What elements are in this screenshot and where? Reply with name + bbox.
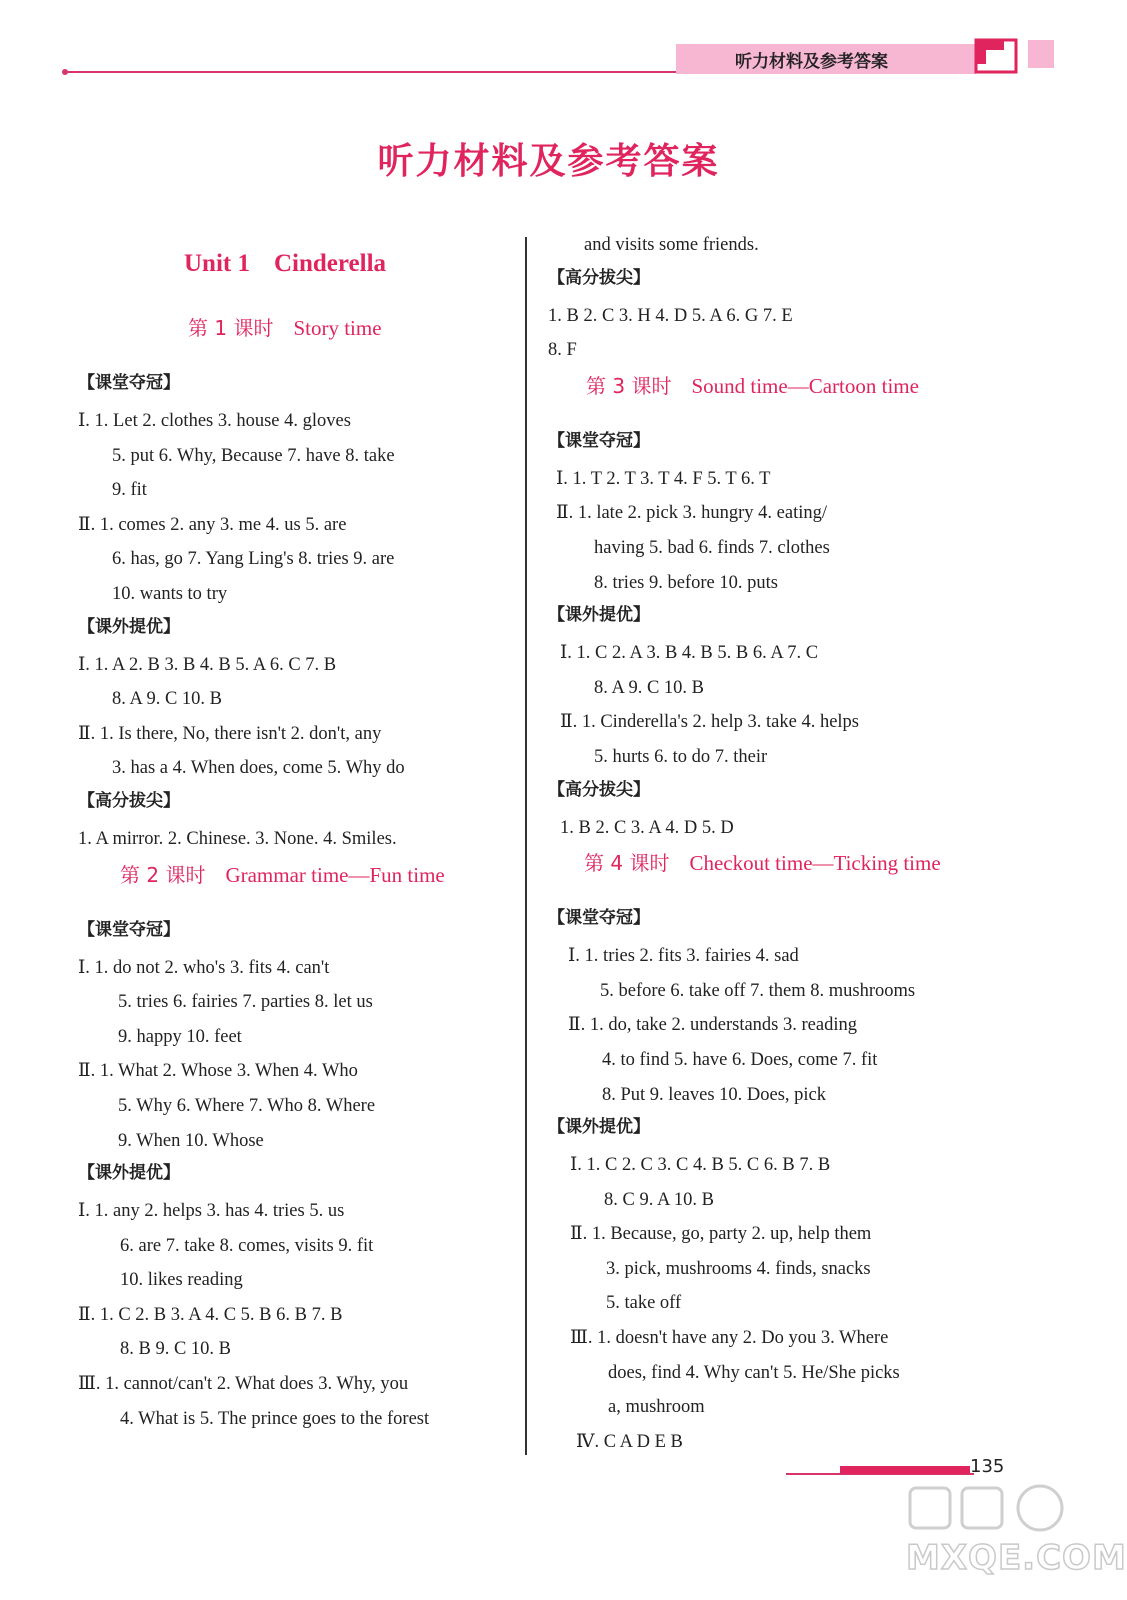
answer-line: Ⅳ. C A D E B — [576, 1431, 683, 1452]
section-heading: 【高分拔尖】 — [548, 267, 650, 288]
lesson-title: Grammar time—Fun time — [225, 862, 445, 887]
answer-line: 5. put 6. Why, Because 7. have 8. take — [112, 445, 395, 466]
answer-line: Ⅰ. 1. Let 2. clothes 3. house 4. gloves — [78, 411, 351, 431]
answer-line: Ⅰ. 1. do not 2. who's 3. fits 4. can't — [78, 957, 330, 978]
answer-line: 8. tries 9. before 10. puts — [594, 572, 778, 593]
lesson-title: Sound time—Cartoon time — [691, 373, 919, 398]
answer-line: Ⅱ. 1. Because, go, party 2. up, help them — [570, 1224, 872, 1245]
right-column — [548, 228, 1018, 1459]
lesson-number: 第 1 课时 — [188, 316, 274, 340]
lesson-heading — [78, 310, 528, 368]
answer-line: 10. wants to try — [112, 583, 228, 604]
header-title: 听力材料及参考答案 — [735, 52, 888, 72]
answer-line: 6. are 7. take 8. comes, visits 9. fit — [120, 1235, 374, 1256]
answer-line: Ⅰ. 1. C 2. C 3. C 4. B 5. C 6. B 7. B — [570, 1155, 831, 1176]
answer-line: having 5. bad 6. finds 7. clothes — [594, 537, 830, 558]
section-heading: 【课外提优】 — [548, 1117, 650, 1138]
answer-line: does, find 4. Why can't 5. He/She picks — [608, 1362, 900, 1383]
lesson-heading — [548, 845, 1018, 903]
answer-line: 1. B 2. C 3. A 4. D 5. D — [560, 817, 734, 838]
unit-name: Cinderella — [273, 250, 387, 277]
footer-bar — [840, 1466, 970, 1474]
answer-line: Ⅲ. 1. doesn't have any 2. Do you 3. Where — [570, 1328, 889, 1349]
lesson-title: Story time — [293, 316, 382, 340]
section-heading: 【课堂夺冠】 — [548, 430, 650, 451]
answer-line: 9. fit — [112, 480, 147, 501]
answer-line: 5. take off — [606, 1293, 682, 1314]
answer-line: 8. A 9. C 10. B — [112, 689, 222, 710]
answer-line: 4. What is 5. The prince goes to the forest — [120, 1408, 430, 1429]
header-side-tab — [1028, 40, 1054, 68]
answer-line: 3. pick, mushrooms 4. finds, snacks — [606, 1258, 871, 1279]
left-column — [78, 250, 528, 1436]
answer-line: Ⅰ. 1. A 2. B 3. B 4. B 5. A 6. C 7. B — [78, 654, 337, 675]
answer-line: 9. When 10. Whose — [118, 1130, 264, 1151]
answer-line: 1. B 2. C 3. H 4. D 5. A 6. G 7. E — [548, 305, 793, 326]
answer-line: 1. A mirror. 2. Chinese. 3. None. 4. Smiles. — [78, 828, 397, 849]
header-rule — [66, 71, 678, 73]
page-title: 听力材料及参考答案 — [377, 141, 720, 182]
lesson-number: 第 2 课时 — [120, 862, 206, 887]
section-heading: 【课堂夺冠】 — [78, 373, 180, 393]
answer-line: 8. Put 9. leaves 10. Does, pick — [602, 1084, 827, 1105]
lesson-heading — [548, 368, 1018, 426]
answer-line: Ⅰ. 1. tries 2. fits 3. fairies 4. sad — [568, 946, 799, 967]
answer-line: 5. tries 6. fairies 7. parties 8. let us — [118, 992, 373, 1013]
answer-line: Ⅱ. 1. What 2. Whose 3. When 4. Who — [78, 1061, 358, 1082]
unit-heading — [184, 250, 528, 310]
section-heading: 【课外提优】 — [78, 1163, 180, 1184]
section-heading: 【课堂夺冠】 — [78, 919, 180, 940]
section-heading: 【高分拔尖】 — [78, 790, 180, 811]
section-heading: 【课外提优】 — [78, 616, 180, 637]
watermark-text: MXQE.COM — [906, 1538, 1127, 1578]
answer-line: Ⅰ. 1. any 2. helps 3. has 4. tries 5. us — [78, 1201, 345, 1222]
section-heading: 【高分拔尖】 — [548, 779, 650, 800]
answer-line: 5. before 6. take off 7. them 8. mushrooms — [600, 980, 916, 1001]
answer-line: Ⅰ. 1. C 2. A 3. B 4. B 5. B 6. A 7. C — [560, 643, 819, 664]
page-number: 135 — [970, 1456, 1005, 1477]
answer-line: Ⅱ. 1. late 2. pick 3. hungry 4. eating/ — [556, 503, 828, 524]
answer-line: 6. has, go 7. Yang Ling's 8. tries 9. are — [112, 549, 395, 570]
answer-line: 5. hurts 6. to do 7. their — [594, 746, 768, 767]
unit-label: Unit 1 — [184, 250, 250, 277]
lesson-number: 第 3 课时 — [586, 373, 672, 398]
answer-line: Ⅱ. 1. Is there, No, there isn't 2. don't, any — [78, 723, 382, 744]
answer-line: Ⅱ. 1. Cinderella's 2. help 3. take 4. helps — [560, 712, 859, 733]
answer-line: Ⅱ. 1. do, take 2. understands 3. reading — [568, 1015, 857, 1036]
section-heading: 【课外提优】 — [548, 605, 650, 626]
answer-line: 9. happy 10. feet — [118, 1026, 242, 1047]
section-heading: 【课堂夺冠】 — [548, 908, 650, 929]
answer-line: 10. likes reading — [120, 1270, 243, 1291]
answer-line: 8. F — [548, 340, 577, 361]
bookmark-corner-icon — [972, 36, 1020, 76]
left-answers — [78, 310, 528, 1436]
lesson-number: 第 4 课时 — [584, 851, 670, 876]
answer-line: 5. Why 6. Where 7. Who 8. Where — [118, 1095, 376, 1116]
answer-line: Ⅰ. 1. T 2. T 3. T 4. F 5. T 6. T — [556, 468, 771, 489]
answer-line: Ⅱ. 1. C 2. B 3. A 4. C 5. B 6. B 7. B — [78, 1304, 343, 1325]
lesson-title: Checkout time—Ticking time — [689, 851, 941, 876]
answer-line: 3. has a 4. When does, come 5. Why do — [112, 758, 405, 779]
answer-line: a, mushroom — [608, 1397, 705, 1418]
answer-line: 4. to find 5. have 6. Does, come 7. fit — [602, 1049, 878, 1070]
answer-line: 8. C 9. A 10. B — [604, 1189, 714, 1210]
answer-line: Ⅲ. 1. cannot/can't 2. What does 3. Why, you — [78, 1374, 409, 1395]
answer-line: 8. A 9. C 10. B — [594, 677, 704, 698]
answer-line: and visits some friends. — [584, 235, 759, 255]
answer-line: Ⅱ. 1. comes 2. any 3. me 4. us 5. are — [78, 514, 347, 535]
answer-line: 8. B 9. C 10. B — [120, 1339, 232, 1360]
lesson-heading — [78, 857, 528, 915]
right-answers — [548, 228, 1018, 1459]
